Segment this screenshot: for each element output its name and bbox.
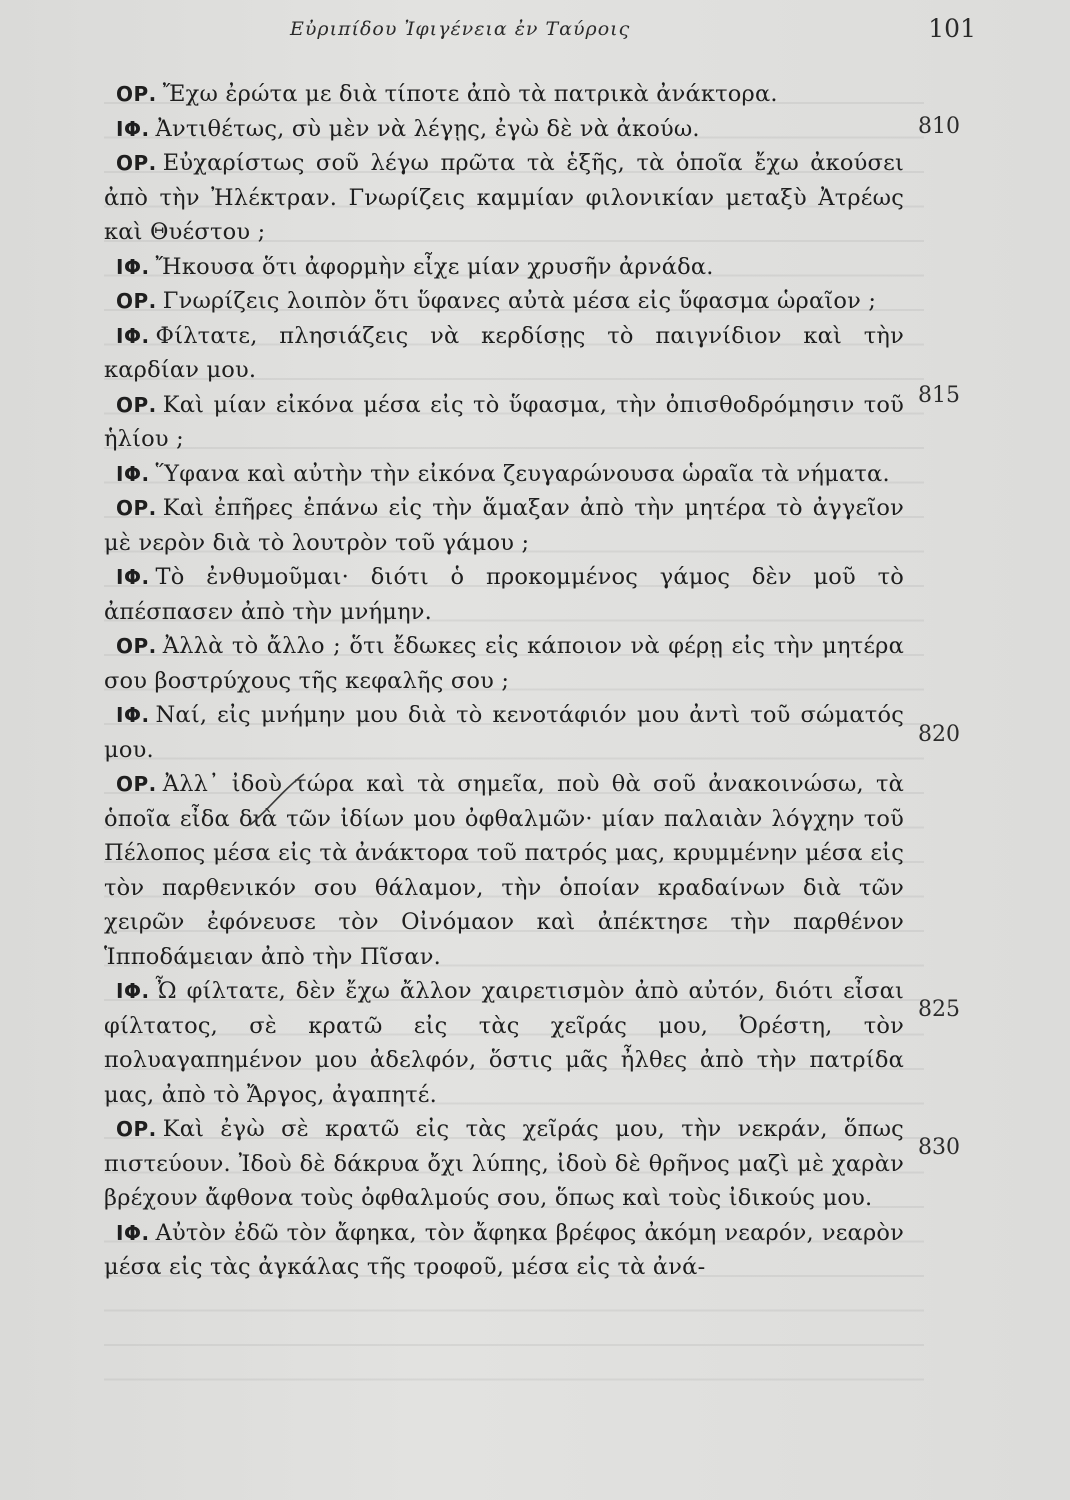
speech-line [104,146,904,250]
speech-text: Ἀλλὰ τὸ ἄλλο ; ὅτι ἔδωκες εἰς κάποιον νὰ φέρῃ εἰς τὴν μητέρα σου βοστρύχους τῆς κεφαλῆς σου ; [104,633,904,694]
line-number: 820 [918,722,960,747]
speech-line [104,284,904,319]
speech-text: Ὦ φίλτατε, δὲν ἔχω ἄλλον χαιρετισμὸν ἀπὸ αὐτόν, διότι εἶσαι φίλτατος, σὲ κρατῶ εἰς τὰς χεῖράς μου, Ὀρέστη, τὸν πολυαγαπημένον μου ἀδελφόν, ὅστις μᾶς ἦλθες ἀπὸ τὴν πατρίδα μας, ἀπὸ τὸ Ἄργος, ἀγαπητέ. [104,978,904,1108]
speaker-label: ΟΡ. [116,151,157,175]
speech-text: Ἀλλ᾽ ἰδοὺ τώρα καὶ τὰ σημεῖα, ποὺ θὰ σοῦ ἀνακοινώσω, τὰ ὁποῖα εἶδα διὰ τῶν ἰδίων μου ὀφθαλμῶν· μίαν παλαιὰν λόγχην τοῦ Πέλοπος μέσα εἰς τὰ ἀνάκτορα τοῦ πατρός μας, κρυμμένην μέσα εἰς τὸν παρθενικόν σου θάλαμον, τὴν ὁποίαν κραδαίνων διὰ τῶν χειρῶν ἐφόνευσε τὸν Οἰνόμαον καὶ ἀπέκτησε τὴν παρθένον Ἱπποδάμειαν ἀπὸ τὴν Πῖσαν. [104,771,904,970]
line-number: 815 [918,383,960,408]
speech-line [104,698,904,767]
speaker-label: ΟΡ. [116,496,157,520]
speech-text: Ὕφανα καὶ αὐτὴν τὴν εἰκόνα ζευγαρώνουσα ὡραῖα τὰ νήματα. [155,460,890,487]
speaker-label: ΟΡ. [116,392,157,417]
speech-line [104,491,904,560]
page-number: 101 [928,14,976,43]
speech-text: Εὐχαρίστως σοῦ λέγω πρῶτα τὰ ἑξῆς, τὰ ὁποῖα ἔχω ἀκούσει ἀπὸ τὴν Ἠλέκτραν. Γνωρίζεις καμμίαν φιλονικίαν μεταξὺ Ἀτρέως καὶ Θυέστου ; [104,150,904,245]
speech-text: Ἔχω ἐρώτα με διὰ τίποτε ἀπὸ τὰ πατρικὰ ἀνάκτορα. [162,81,778,107]
speech-line [104,112,904,147]
speaker-label: ΙΦ. [116,703,150,727]
speaker-label: ΙΦ. [116,565,150,589]
running-title: Εὐριπίδου Ἰφιγένεια ἐν Ταύροις [290,18,631,40]
speaker-label: ΙΦ. [116,979,150,1003]
speech-text: Ναί, εἰς μνήμην μου διὰ τὸ κενοτάφιόν μου ἀντὶ τοῦ σώματός μου. [104,702,904,763]
line-number: 810 [918,114,960,139]
speaker-label: ΟΡ. [116,1117,157,1141]
speech-text: Καὶ μίαν εἰκόνα μέσα εἰς τὸ ὕφασμα, τὴν ὀπισθοδρόμησιν τοῦ ἡλίου ; [104,391,904,452]
speaker-label: ΙΦ. [116,461,150,486]
speech-line [104,974,904,1112]
speech-line [104,319,904,388]
line-number: 830 [918,1135,960,1160]
dialogue-text [104,77,904,1285]
speech-line [104,1216,904,1285]
speech-line [104,767,904,974]
speech-text: Καὶ ἐπῆρες ἐπάνω εἰς τὴν ἅμαξαν ἀπὸ τὴν μητέρα τὸ ἀγγεῖον μὲ νερὸν διὰ τὸ λουτρὸν τοῦ γάμου ; [104,495,904,556]
speech-line [104,457,904,492]
speech-line [104,250,904,285]
speech-text: Καὶ ἐγὼ σὲ κρατῶ εἰς τὰς χεῖράς μου, τὴν νεκράν, ὅπως πιστεύουν. Ἰδοὺ δὲ δάκρυα ὄχι λύπης, ἰδοὺ δὲ θρῆνος μαζὶ μὲ χαρὰν βρέχουν ἄφθονα τοὺς ὀφθαλμούς σου, ὅπως καὶ τοὺς ἰδικούς μου. [104,1116,904,1211]
speaker-label: ΟΡ. [116,772,157,796]
speech-text: Ἀντιθέτως, σὺ μὲν νὰ λέγῃς, ἐγὼ δὲ νὰ ἀκούω. [155,115,700,142]
speaker-label: ΟΡ. [116,634,157,658]
speech-text: Γνωρίζεις λοιπὸν ὅτι ὕφανες αὐτὰ μέσα εἰς ὕφασμα ὡραῖον ; [162,288,877,314]
page-header [0,14,1070,50]
speaker-label: ΙΦ. [116,254,150,279]
speech-line [104,560,904,629]
line-number: 825 [918,997,960,1022]
speech-line [104,1112,904,1216]
speaker-label: ΙΦ. [116,323,150,348]
speech-line [104,629,904,698]
speaker-label: ΙΦ. [116,1220,150,1245]
speaker-label: ΟΡ. [116,289,157,313]
speech-text: Φίλτατε, πλησιάζεις νὰ κερδίσῃς τὸ παιγνίδιον καὶ τὴν καρδίαν μου. [104,322,904,383]
speech-text: Αὐτὸν ἐδῶ τὸν ἄφηκα, τὸν ἄφηκα βρέφος ἀκόμη νεαρόν, νεαρὸν μέσα εἰς τὰς ἀγκάλας τῆς τροφοῦ, μέσα εἰς τὰ ἀνά- [104,1219,904,1280]
speaker-label: ΟΡ. [116,82,157,106]
speech-line [104,77,904,112]
speaker-label: ΙΦ. [116,116,150,141]
speech-line [104,388,904,457]
speech-text: Τὸ ἐνθυμοῦμαι· διότι ὁ προκομμένος γάμος δὲν μοῦ τὸ ἀπέσπασεν ἀπὸ τὴν μνήμην. [104,564,904,625]
speech-text: Ἤκουσα ὅτι ἀφορμὴν εἶχε μίαν χρυσῆν ἀρνάδα. [155,253,714,280]
